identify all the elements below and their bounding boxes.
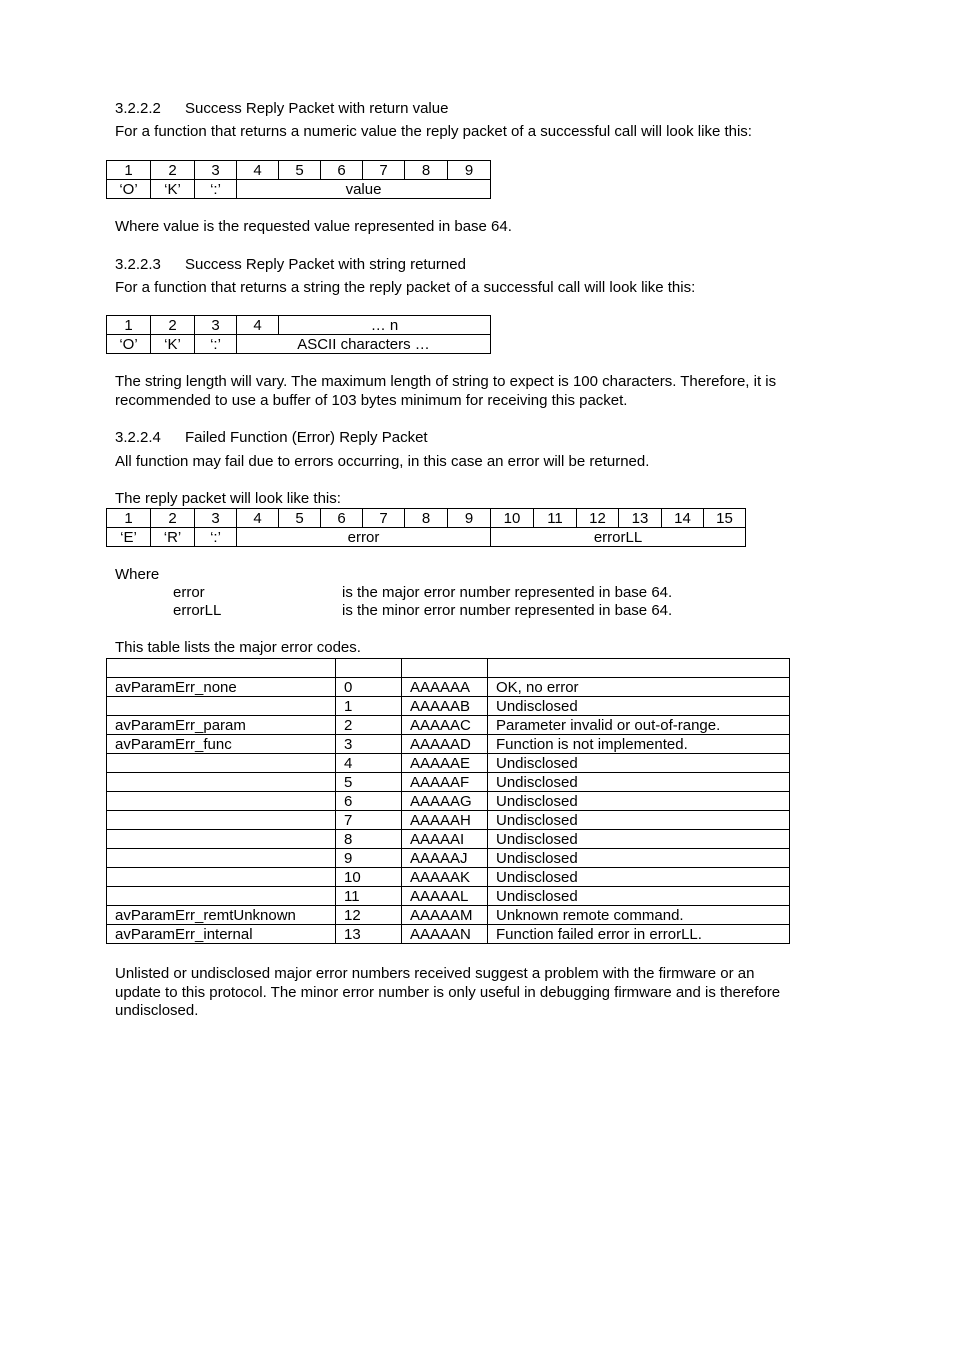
section-heading: Failed Function (Error) Reply Packet	[185, 429, 428, 446]
error-code-cell: AAAAAJ	[402, 849, 488, 868]
byte-index: 10	[491, 509, 534, 528]
byte-index: 1	[107, 316, 151, 335]
byte-index: 6	[321, 161, 363, 180]
packet-table-error	[106, 508, 746, 547]
paragraph: This table lists the major error codes.	[115, 639, 361, 656]
error-name-cell	[107, 868, 336, 887]
byte-index: 9	[448, 509, 491, 528]
packet-table-ok-string	[106, 315, 491, 354]
paragraph: The reply packet will look like this:	[115, 490, 341, 507]
error-code-cell: AAAAAG	[402, 792, 488, 811]
error-name-cell	[107, 830, 336, 849]
byte-index: 14	[662, 509, 704, 528]
definition-desc: is the major error number represented in base 64.	[342, 584, 673, 601]
error-code-cell: AAAAAA	[402, 678, 488, 697]
error-description-cell: Undisclosed	[488, 868, 790, 887]
error-name-cell	[107, 792, 336, 811]
error-description-cell: Undisclosed	[488, 849, 790, 868]
section-number: 3.2.2.3	[115, 256, 161, 273]
error-description-cell: Undisclosed	[488, 887, 790, 906]
byte-index: 9	[448, 161, 491, 180]
byte-index: 3	[195, 509, 237, 528]
section-heading: Success Reply Packet with return value	[185, 100, 449, 117]
section-heading: Success Reply Packet with string returned	[185, 256, 466, 273]
packet-content-row	[107, 528, 746, 547]
error-field: error	[237, 528, 491, 547]
error-description-cell: OK, no error	[488, 678, 790, 697]
definition-term: errorLL	[173, 602, 222, 619]
error-code-cell: AAAAAC	[402, 716, 488, 735]
byte-value: ‘K’	[151, 180, 195, 199]
byte-index: 8	[405, 509, 448, 528]
byte-index: 6	[321, 509, 363, 528]
byte-value: ‘:’	[195, 335, 237, 354]
error-description-cell: Unknown remote command.	[488, 906, 790, 925]
byte-index: 5	[279, 161, 321, 180]
table-row	[107, 925, 790, 944]
byte-index: 4	[237, 316, 279, 335]
paragraph: For a function that returns a numeric value the reply packet of a successful call will look like this:	[115, 123, 752, 140]
header-cell	[402, 659, 488, 678]
byte-index: 2	[151, 509, 195, 528]
byte-index: 5	[279, 509, 321, 528]
error-name-cell	[107, 773, 336, 792]
definition-term: error	[173, 584, 205, 601]
table-row	[107, 678, 790, 697]
paragraph-line: Unlisted or undisclosed major error numbers received suggest a problem with the firmware or an	[115, 965, 755, 982]
byte-index: 4	[237, 509, 279, 528]
byte-index: 7	[363, 509, 405, 528]
error-code-cell: AAAAAI	[402, 830, 488, 849]
packet-header-row	[107, 161, 491, 180]
error-number-cell: 11	[336, 887, 402, 906]
byte-index: 13	[619, 509, 662, 528]
byte-value: ‘O’	[107, 180, 151, 199]
error-description-cell: Undisclosed	[488, 773, 790, 792]
error-description-cell: Undisclosed	[488, 754, 790, 773]
byte-index: 1	[107, 509, 151, 528]
section-number: 3.2.2.2	[115, 100, 161, 117]
byte-value: ‘O’	[107, 335, 151, 354]
error-description-cell: Undisclosed	[488, 811, 790, 830]
error-description-cell: Undisclosed	[488, 830, 790, 849]
error-code-cell: AAAAAH	[402, 811, 488, 830]
byte-index: 8	[405, 161, 448, 180]
table-row	[107, 830, 790, 849]
error-name-cell: avParamErr_internal	[107, 925, 336, 944]
byte-index: 2	[151, 161, 195, 180]
string-field: ASCII characters …	[237, 335, 491, 354]
packet-content-row	[107, 180, 491, 199]
packet-header-row	[107, 316, 491, 335]
error-number-cell: 9	[336, 849, 402, 868]
table-row	[107, 735, 790, 754]
error-code-cell: AAAAAB	[402, 697, 488, 716]
packet-content-row	[107, 335, 491, 354]
error-number-cell: 3	[336, 735, 402, 754]
error-number-cell: 6	[336, 792, 402, 811]
error-number-cell: 10	[336, 868, 402, 887]
error-name-cell: avParamErr_none	[107, 678, 336, 697]
error-number-cell: 2	[336, 716, 402, 735]
table-row	[107, 868, 790, 887]
error-description-cell: Function failed error in errorLL.	[488, 925, 790, 944]
byte-index: … n	[279, 316, 491, 335]
header-cell	[488, 659, 790, 678]
table-row	[107, 697, 790, 716]
byte-index: 15	[704, 509, 746, 528]
table-row	[107, 887, 790, 906]
error-code-cell: AAAAAD	[402, 735, 488, 754]
error-number-cell: 0	[336, 678, 402, 697]
table-row	[107, 716, 790, 735]
byte-index: 2	[151, 316, 195, 335]
section-number: 3.2.2.4	[115, 429, 161, 446]
error-number-cell: 5	[336, 773, 402, 792]
packet-header-row	[107, 509, 746, 528]
error-name-cell	[107, 697, 336, 716]
error-number-cell: 8	[336, 830, 402, 849]
error-code-cell: AAAAAL	[402, 887, 488, 906]
error-codes-table	[106, 658, 790, 944]
byte-value: ‘E’	[107, 528, 151, 547]
paragraph: All function may fail due to errors occurring, in this case an error will be returned.	[115, 453, 650, 470]
error-description-cell: Parameter invalid or out-of-range.	[488, 716, 790, 735]
error-name-cell: avParamErr_remtUnknown	[107, 906, 336, 925]
header-cell	[336, 659, 402, 678]
byte-index: 4	[237, 161, 279, 180]
paragraph-line: recommended to use a buffer of 103 bytes minimum for receiving this packet.	[115, 392, 628, 409]
error-code-cell: AAAAAE	[402, 754, 488, 773]
byte-index: 3	[195, 161, 237, 180]
definition-desc: is the minor error number represented in base 64.	[342, 602, 673, 619]
byte-index: 11	[534, 509, 577, 528]
byte-index: 12	[577, 509, 619, 528]
paragraph: For a function that returns a string the reply packet of a successful call will look like this:	[115, 279, 696, 296]
error-number-cell: 12	[336, 906, 402, 925]
table-row	[107, 906, 790, 925]
error-code-cell: AAAAAN	[402, 925, 488, 944]
byte-index: 1	[107, 161, 151, 180]
error-number-cell: 13	[336, 925, 402, 944]
error-table-header	[107, 659, 790, 678]
error-name-cell	[107, 811, 336, 830]
error-name-cell: avParamErr_param	[107, 716, 336, 735]
table-row	[107, 773, 790, 792]
error-description-cell: Undisclosed	[488, 697, 790, 716]
paragraph-line: The string length will vary. The maximum length of string to expect is 100 characters. Therefore, it is	[115, 373, 777, 390]
table-row	[107, 754, 790, 773]
byte-value: ‘K’	[151, 335, 195, 354]
paragraph: Where value is the requested value represented in base 64.	[115, 218, 512, 235]
byte-index: 3	[195, 316, 237, 335]
error-code-cell: AAAAAF	[402, 773, 488, 792]
byte-value: ‘:’	[195, 528, 237, 547]
error-name-cell: avParamErr_func	[107, 735, 336, 754]
error-number-cell: 4	[336, 754, 402, 773]
error-description-cell: Function is not implemented.	[488, 735, 790, 754]
error-name-cell	[107, 849, 336, 868]
error-number-cell: 7	[336, 811, 402, 830]
error-name-cell	[107, 754, 336, 773]
error-code-cell: AAAAAM	[402, 906, 488, 925]
packet-table-ok-value	[106, 160, 491, 199]
header-cell	[107, 659, 336, 678]
error-name-cell	[107, 887, 336, 906]
error-number-cell: 1	[336, 697, 402, 716]
error-description-cell: Undisclosed	[488, 792, 790, 811]
byte-value: ‘:’	[195, 180, 237, 199]
paragraph-line: update to this protocol. The minor error number is only useful in debugging firmware and is therefore	[115, 984, 781, 1001]
byte-index: 7	[363, 161, 405, 180]
table-row	[107, 811, 790, 830]
table-row	[107, 792, 790, 811]
error-code-cell: AAAAAK	[402, 868, 488, 887]
errorll-field: errorLL	[491, 528, 746, 547]
byte-value: ‘R’	[151, 528, 195, 547]
paragraph-line: undisclosed.	[115, 1002, 199, 1019]
table-row	[107, 849, 790, 868]
value-field: value	[237, 180, 491, 199]
where-label: Where	[115, 566, 160, 583]
